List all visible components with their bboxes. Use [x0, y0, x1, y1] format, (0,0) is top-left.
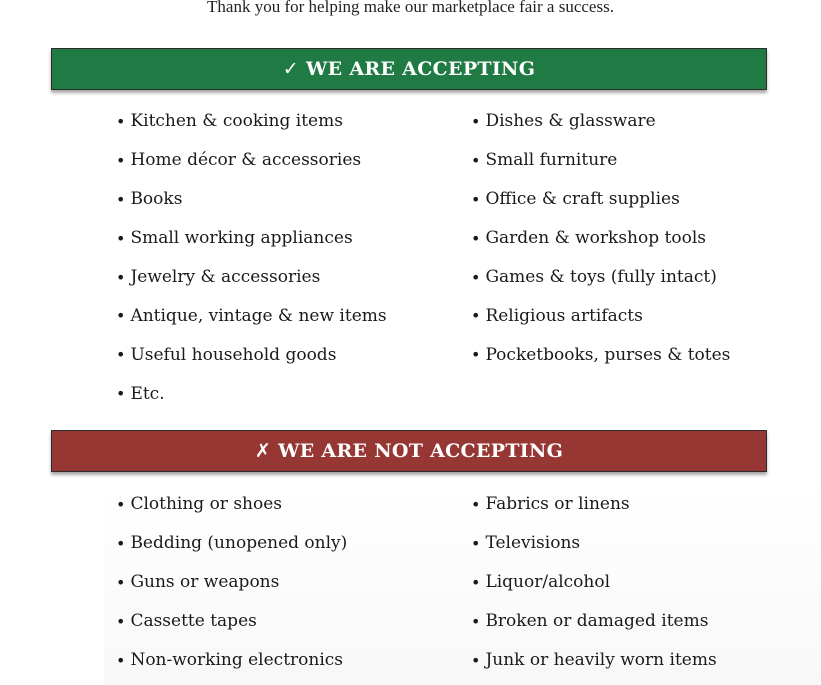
list-item [471, 219, 730, 258]
list-item-label: Non-working electronics [130, 650, 344, 670]
list-item [471, 524, 717, 563]
list-item [471, 485, 717, 524]
list-item-label: Dishes & glassware [485, 111, 656, 132]
list-item [116, 641, 347, 680]
list-item [471, 141, 730, 180]
cross-icon: ✗ [254, 440, 272, 462]
bullet-icon: • [116, 533, 126, 553]
not-accepting-right-column [471, 485, 717, 679]
list-item-label: Fabrics or linens [485, 494, 630, 515]
bullet-icon: • [471, 650, 481, 670]
list-item [116, 524, 347, 563]
list-item-label: Broken or damaged items [485, 611, 709, 632]
bullet-icon: • [116, 267, 126, 287]
list-item-label: Games & toys (fully intact) [485, 267, 717, 287]
bullet-icon: • [471, 228, 481, 248]
bullet-icon: • [471, 189, 481, 209]
list-item-label: Etc. [130, 383, 165, 404]
list-item-label: Televisions [485, 533, 581, 554]
not-accepting-list [104, 485, 820, 685]
bullet-icon: • [116, 111, 126, 131]
list-item-label: Home décor & accessories [130, 150, 362, 171]
list-item-label: Books [130, 189, 183, 210]
list-item-label: Antique, vintage & new items [130, 305, 387, 326]
bullet-icon: • [116, 345, 126, 365]
list-item-label: Bedding (unopened only) [130, 533, 348, 554]
list-item [116, 219, 387, 258]
accepting-title: WE ARE ACCEPTING [305, 58, 536, 80]
list-item [471, 563, 717, 602]
list-item-label: Junk or heavily worn items [485, 650, 717, 670]
bullet-icon: • [116, 228, 126, 248]
list-item-label: Liquor/alcohol [485, 572, 611, 593]
bullet-icon: • [471, 345, 481, 365]
list-item [471, 602, 717, 641]
not-accepting-banner [51, 430, 767, 472]
list-item [471, 335, 730, 374]
bullet-icon: • [471, 111, 481, 131]
list-item [116, 102, 387, 141]
bullet-icon: • [116, 384, 126, 404]
accepting-list [104, 102, 820, 414]
checkmark-icon: ✓ [282, 58, 299, 80]
list-item [471, 102, 730, 141]
list-item-label: Small working appliances [130, 228, 353, 249]
list-item [471, 641, 717, 680]
list-item [116, 296, 387, 335]
list-item [116, 141, 387, 180]
list-item [116, 258, 387, 297]
accepting-left-column [116, 102, 387, 413]
list-item [116, 374, 387, 413]
list-item-label: Office & craft supplies [485, 189, 680, 210]
list-item [471, 296, 730, 335]
list-item [471, 180, 730, 219]
not-accepting-title: WE ARE NOT ACCEPTING [278, 440, 564, 462]
bullet-icon: • [471, 150, 481, 170]
bullet-icon: • [471, 572, 481, 592]
bullet-icon: • [116, 611, 126, 631]
list-item-label: Pocketbooks, purses & totes [485, 344, 731, 365]
list-item-label: Cassette tapes [130, 611, 257, 632]
list-item-label: Religious artifacts [485, 305, 643, 326]
list-item-label: Useful household goods [130, 344, 337, 365]
list-item [116, 563, 347, 602]
list-item [116, 485, 347, 524]
bullet-icon: • [471, 533, 481, 553]
bullet-icon: • [471, 611, 481, 631]
bullet-icon: • [471, 494, 481, 514]
bullet-icon: • [471, 306, 481, 326]
bullet-icon: • [116, 189, 126, 209]
accepting-banner [51, 48, 767, 90]
list-item-label: Clothing or shoes [130, 494, 283, 515]
intro-text: Thank you for helping make our marketplace fair a success. [207, 0, 614, 16]
not-accepting-left-column [116, 485, 347, 679]
list-item-label: Garden & workshop tools [485, 228, 706, 249]
list-item [116, 602, 347, 641]
bullet-icon: • [471, 267, 481, 287]
bullet-icon: • [116, 150, 126, 170]
list-item [116, 180, 387, 219]
list-item-label: Guns or weapons [130, 572, 280, 593]
list-item [116, 335, 387, 374]
list-item-label: Jewelry & accessories [130, 267, 321, 287]
list-item [471, 258, 730, 297]
bullet-icon: • [116, 494, 126, 514]
list-item-label: Small furniture [485, 150, 618, 171]
bullet-icon: • [116, 572, 126, 592]
bullet-icon: • [116, 306, 126, 326]
accepting-right-column [471, 102, 730, 374]
bullet-icon: • [116, 650, 126, 670]
list-item-label: Kitchen & cooking items [130, 111, 343, 132]
